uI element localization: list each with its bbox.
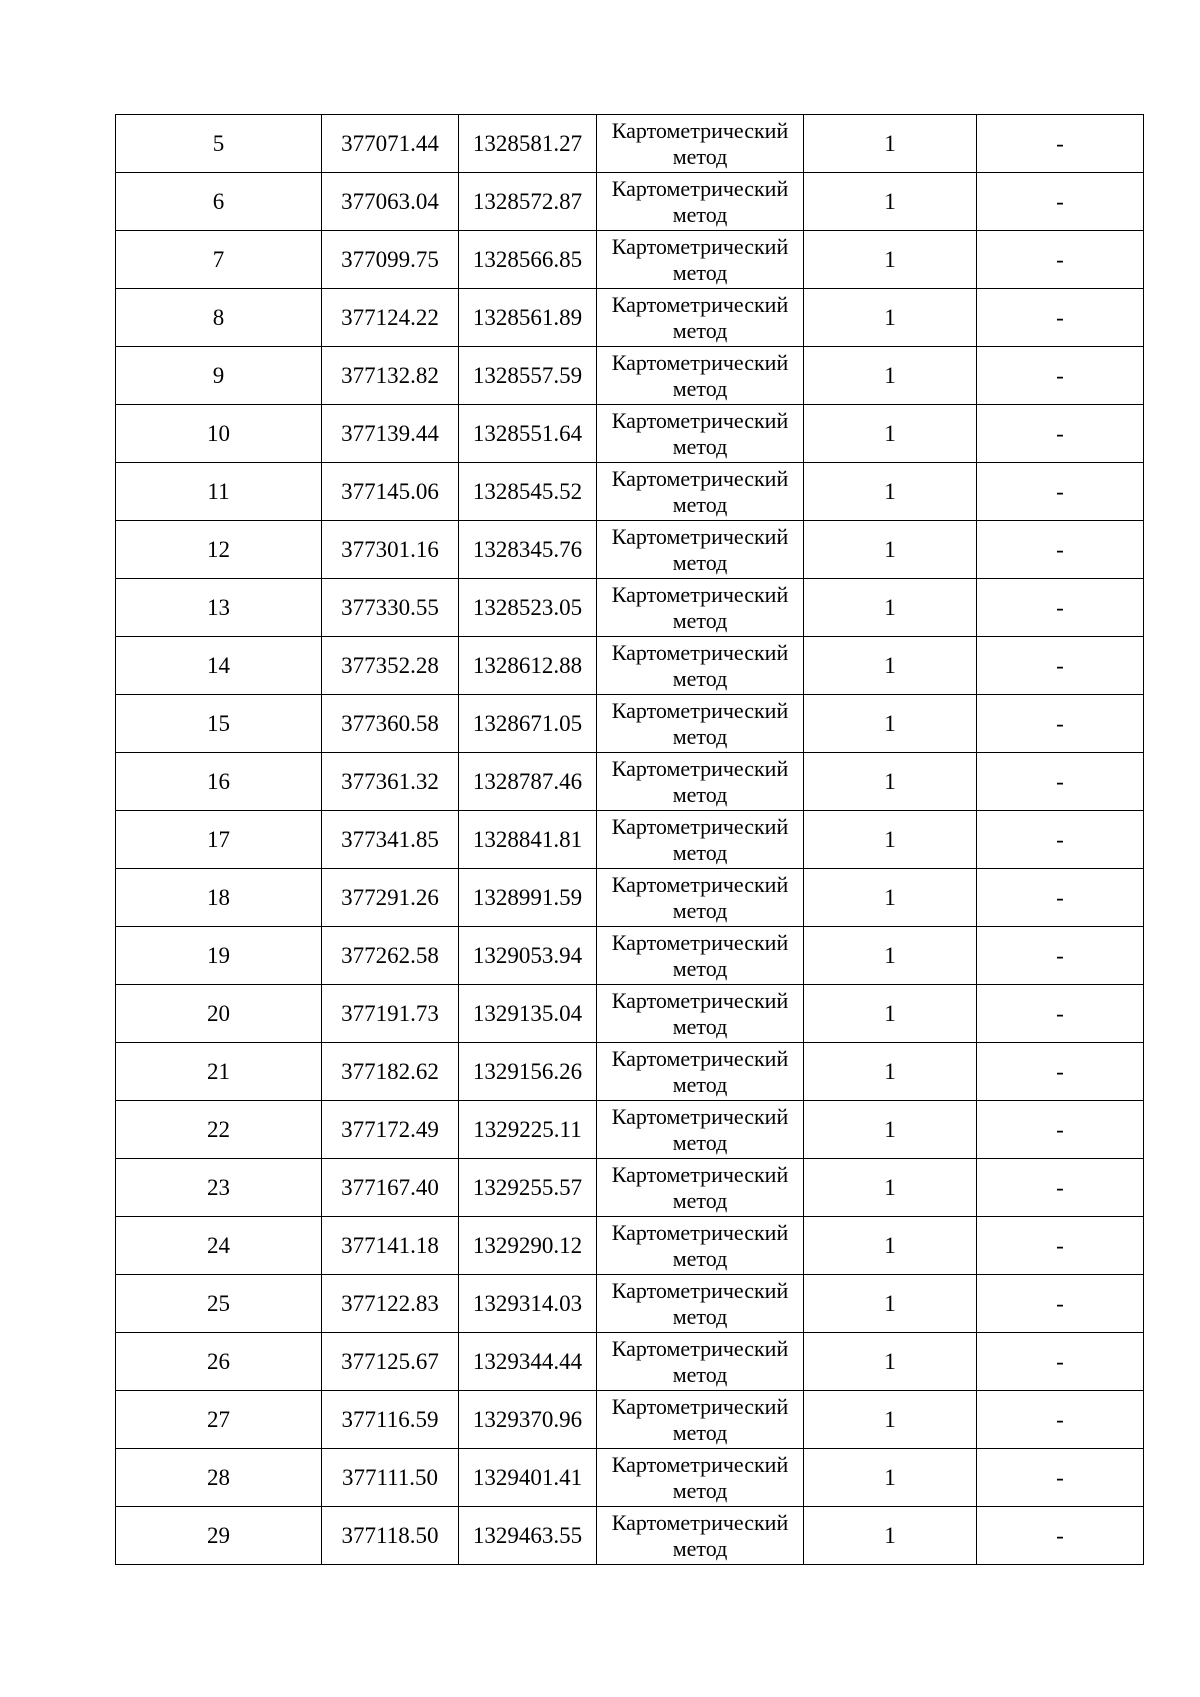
accuracy-cell: 1 — [804, 289, 977, 347]
method-cell — [597, 1217, 804, 1275]
method-cell — [597, 463, 804, 521]
method-cell — [597, 521, 804, 579]
x-coordinate-cell: 377361.32 — [322, 753, 459, 811]
description-cell: - — [977, 521, 1144, 579]
description-cell: - — [977, 1391, 1144, 1449]
point-number-cell: 20 — [116, 985, 322, 1043]
y-coordinate-cell: 1328566.85 — [459, 231, 597, 289]
y-coordinate-cell: 1328545.52 — [459, 463, 597, 521]
y-coordinate-cell: 1329314.03 — [459, 1275, 597, 1333]
point-number-cell: 28 — [116, 1449, 322, 1507]
point-number-cell: 10 — [116, 405, 322, 463]
accuracy-cell: 1 — [804, 347, 977, 405]
coordinates-table-body — [116, 115, 1144, 1565]
method-text-line2: метод — [672, 433, 728, 459]
accuracy-cell: 1 — [804, 1275, 977, 1333]
x-coordinate-cell: 377118.50 — [322, 1507, 459, 1565]
accuracy-cell: 1 — [804, 231, 977, 289]
method-cell — [597, 753, 804, 811]
accuracy-cell: 1 — [804, 1507, 977, 1565]
method-text-line1: Картометрический — [611, 639, 789, 665]
y-coordinate-cell: 1328612.88 — [459, 637, 597, 695]
method-text-line2: метод — [672, 259, 728, 285]
table-row — [116, 1275, 1144, 1333]
table-row — [116, 927, 1144, 985]
method-text-line1: Картометрический — [611, 697, 789, 723]
accuracy-cell: 1 — [804, 1101, 977, 1159]
x-coordinate-cell: 377167.40 — [322, 1159, 459, 1217]
method-cell — [597, 1101, 804, 1159]
description-cell: - — [977, 347, 1144, 405]
method-text-line2: метод — [672, 607, 728, 633]
method-text-line1: Картометрический — [611, 349, 789, 375]
x-coordinate-cell: 377360.58 — [322, 695, 459, 753]
method-cell — [597, 1275, 804, 1333]
point-number-cell: 17 — [116, 811, 322, 869]
method-text-line2: метод — [672, 1013, 728, 1039]
x-coordinate-cell: 377099.75 — [322, 231, 459, 289]
point-number-cell: 27 — [116, 1391, 322, 1449]
table-row — [116, 811, 1144, 869]
method-text-line2: метод — [672, 665, 728, 691]
method-text-line1: Картометрический — [611, 1219, 789, 1245]
method-text-line1: Картометрический — [611, 233, 789, 259]
table-row — [116, 1101, 1144, 1159]
accuracy-cell: 1 — [804, 1333, 977, 1391]
accuracy-cell: 1 — [804, 579, 977, 637]
method-cell — [597, 405, 804, 463]
method-cell — [597, 173, 804, 231]
description-cell: - — [977, 637, 1144, 695]
point-number-cell: 14 — [116, 637, 322, 695]
y-coordinate-cell: 1329255.57 — [459, 1159, 597, 1217]
table-row — [116, 637, 1144, 695]
method-cell — [597, 1043, 804, 1101]
method-cell — [597, 289, 804, 347]
method-text-line2: метод — [672, 1129, 728, 1155]
method-text-line2: метод — [672, 1477, 728, 1503]
method-text-line2: метод — [672, 549, 728, 575]
accuracy-cell: 1 — [804, 521, 977, 579]
x-coordinate-cell: 377341.85 — [322, 811, 459, 869]
description-cell: - — [977, 985, 1144, 1043]
method-text-line1: Картометрический — [611, 407, 789, 433]
y-coordinate-cell: 1329463.55 — [459, 1507, 597, 1565]
method-text-line2: метод — [672, 955, 728, 981]
y-coordinate-cell: 1329370.96 — [459, 1391, 597, 1449]
table-row — [116, 1391, 1144, 1449]
accuracy-cell: 1 — [804, 463, 977, 521]
x-coordinate-cell: 377071.44 — [322, 115, 459, 173]
method-cell — [597, 1507, 804, 1565]
y-coordinate-cell: 1329401.41 — [459, 1449, 597, 1507]
accuracy-cell: 1 — [804, 695, 977, 753]
y-coordinate-cell: 1328841.81 — [459, 811, 597, 869]
table-row — [116, 869, 1144, 927]
y-coordinate-cell: 1328523.05 — [459, 579, 597, 637]
method-cell — [597, 115, 804, 173]
method-cell — [597, 695, 804, 753]
method-cell — [597, 985, 804, 1043]
method-text-line1: Картометрический — [611, 1509, 789, 1535]
x-coordinate-cell: 377262.58 — [322, 927, 459, 985]
point-number-cell: 19 — [116, 927, 322, 985]
x-coordinate-cell: 377063.04 — [322, 173, 459, 231]
method-text-line1: Картометрический — [611, 581, 789, 607]
description-cell: - — [977, 579, 1144, 637]
accuracy-cell: 1 — [804, 811, 977, 869]
point-number-cell: 15 — [116, 695, 322, 753]
method-text-line1: Картометрический — [611, 987, 789, 1013]
method-cell — [597, 1391, 804, 1449]
method-text-line1: Картометрический — [611, 929, 789, 955]
table-row — [116, 695, 1144, 753]
method-text-line1: Картометрический — [611, 813, 789, 839]
accuracy-cell: 1 — [804, 985, 977, 1043]
point-number-cell: 8 — [116, 289, 322, 347]
x-coordinate-cell: 377145.06 — [322, 463, 459, 521]
method-text-line2: метод — [672, 781, 728, 807]
description-cell: - — [977, 869, 1144, 927]
method-cell — [597, 869, 804, 927]
method-text-line1: Картометрический — [611, 1335, 789, 1361]
point-number-cell: 13 — [116, 579, 322, 637]
x-coordinate-cell: 377124.22 — [322, 289, 459, 347]
y-coordinate-cell: 1329156.26 — [459, 1043, 597, 1101]
point-number-cell: 6 — [116, 173, 322, 231]
point-number-cell: 12 — [116, 521, 322, 579]
description-cell: - — [977, 231, 1144, 289]
method-text-line2: метод — [672, 1361, 728, 1387]
accuracy-cell: 1 — [804, 927, 977, 985]
method-cell — [597, 1449, 804, 1507]
y-coordinate-cell: 1328581.27 — [459, 115, 597, 173]
y-coordinate-cell: 1328671.05 — [459, 695, 597, 753]
description-cell: - — [977, 811, 1144, 869]
y-coordinate-cell: 1329290.12 — [459, 1217, 597, 1275]
method-text-line2: метод — [672, 1245, 728, 1271]
x-coordinate-cell: 377182.62 — [322, 1043, 459, 1101]
description-cell: - — [977, 173, 1144, 231]
method-text-line2: метод — [672, 1535, 728, 1561]
x-coordinate-cell: 377111.50 — [322, 1449, 459, 1507]
point-number-cell: 11 — [116, 463, 322, 521]
method-text-line1: Картометрический — [611, 1103, 789, 1129]
method-cell — [597, 347, 804, 405]
table-row — [116, 289, 1144, 347]
accuracy-cell: 1 — [804, 1449, 977, 1507]
accuracy-cell: 1 — [804, 753, 977, 811]
table-row — [116, 115, 1144, 173]
method-text-line1: Картометрический — [611, 755, 789, 781]
table-row — [116, 1333, 1144, 1391]
method-text-line1: Картометрический — [611, 1393, 789, 1419]
description-cell: - — [977, 405, 1144, 463]
table-row — [116, 985, 1144, 1043]
method-text-line2: метод — [672, 1071, 728, 1097]
description-cell: - — [977, 1101, 1144, 1159]
method-text-line1: Картометрический — [611, 175, 789, 201]
method-text-line2: метод — [672, 897, 728, 923]
point-number-cell: 21 — [116, 1043, 322, 1101]
method-cell — [597, 811, 804, 869]
y-coordinate-cell: 1329344.44 — [459, 1333, 597, 1391]
method-text-line2: метод — [672, 1419, 728, 1445]
y-coordinate-cell: 1328551.64 — [459, 405, 597, 463]
description-cell: - — [977, 463, 1144, 521]
method-text-line1: Картометрический — [611, 1277, 789, 1303]
table-row — [116, 1043, 1144, 1101]
method-text-line1: Картометрический — [611, 291, 789, 317]
method-text-line1: Картометрический — [611, 117, 789, 143]
method-cell — [597, 1333, 804, 1391]
table-row — [116, 1449, 1144, 1507]
x-coordinate-cell: 377330.55 — [322, 579, 459, 637]
accuracy-cell: 1 — [804, 405, 977, 463]
description-cell: - — [977, 1217, 1144, 1275]
method-text-line2: метод — [672, 317, 728, 343]
table-row — [116, 1217, 1144, 1275]
table-row — [116, 1159, 1144, 1217]
method-text-line1: Картометрический — [611, 465, 789, 491]
accuracy-cell: 1 — [804, 1043, 977, 1101]
x-coordinate-cell: 377301.16 — [322, 521, 459, 579]
point-number-cell: 7 — [116, 231, 322, 289]
method-text-line2: метод — [672, 839, 728, 865]
method-cell — [597, 927, 804, 985]
description-cell: - — [977, 289, 1144, 347]
method-text-line2: метод — [672, 143, 728, 169]
point-number-cell: 25 — [116, 1275, 322, 1333]
x-coordinate-cell: 377116.59 — [322, 1391, 459, 1449]
description-cell: - — [977, 1159, 1144, 1217]
description-cell: - — [977, 695, 1144, 753]
x-coordinate-cell: 377191.73 — [322, 985, 459, 1043]
description-cell: - — [977, 753, 1144, 811]
point-number-cell: 18 — [116, 869, 322, 927]
y-coordinate-cell: 1329053.94 — [459, 927, 597, 985]
table-row — [116, 173, 1144, 231]
point-number-cell: 29 — [116, 1507, 322, 1565]
table-row — [116, 579, 1144, 637]
description-cell: - — [977, 1043, 1144, 1101]
accuracy-cell: 1 — [804, 869, 977, 927]
description-cell: - — [977, 1275, 1144, 1333]
method-cell — [597, 1159, 804, 1217]
table-row — [116, 463, 1144, 521]
table-row — [116, 405, 1144, 463]
x-coordinate-cell: 377132.82 — [322, 347, 459, 405]
x-coordinate-cell: 377125.67 — [322, 1333, 459, 1391]
description-cell: - — [977, 927, 1144, 985]
accuracy-cell: 1 — [804, 1391, 977, 1449]
description-cell: - — [977, 1449, 1144, 1507]
method-text-line2: метод — [672, 201, 728, 227]
table-row — [116, 521, 1144, 579]
method-text-line2: метод — [672, 375, 728, 401]
x-coordinate-cell: 377139.44 — [322, 405, 459, 463]
method-text-line2: метод — [672, 491, 728, 517]
x-coordinate-cell: 377141.18 — [322, 1217, 459, 1275]
method-text-line1: Картометрический — [611, 1161, 789, 1187]
y-coordinate-cell: 1328991.59 — [459, 869, 597, 927]
accuracy-cell: 1 — [804, 173, 977, 231]
table-row — [116, 753, 1144, 811]
method-text-line1: Картометрический — [611, 1451, 789, 1477]
x-coordinate-cell: 377352.28 — [322, 637, 459, 695]
method-text-line1: Картометрический — [611, 523, 789, 549]
x-coordinate-cell: 377122.83 — [322, 1275, 459, 1333]
table-row — [116, 347, 1144, 405]
point-number-cell: 16 — [116, 753, 322, 811]
description-cell: - — [977, 1507, 1144, 1565]
y-coordinate-cell: 1328557.59 — [459, 347, 597, 405]
y-coordinate-cell: 1328787.46 — [459, 753, 597, 811]
accuracy-cell: 1 — [804, 1159, 977, 1217]
coordinates-table — [115, 114, 1144, 1565]
point-number-cell: 22 — [116, 1101, 322, 1159]
description-cell: - — [977, 1333, 1144, 1391]
method-cell — [597, 231, 804, 289]
point-number-cell: 23 — [116, 1159, 322, 1217]
y-coordinate-cell: 1328345.76 — [459, 521, 597, 579]
method-cell — [597, 637, 804, 695]
method-text-line1: Картометрический — [611, 1045, 789, 1071]
table-row — [116, 1507, 1144, 1565]
method-text-line1: Картометрический — [611, 871, 789, 897]
point-number-cell: 26 — [116, 1333, 322, 1391]
accuracy-cell: 1 — [804, 115, 977, 173]
point-number-cell: 9 — [116, 347, 322, 405]
accuracy-cell: 1 — [804, 637, 977, 695]
description-cell: - — [977, 115, 1144, 173]
y-coordinate-cell: 1329135.04 — [459, 985, 597, 1043]
table-row — [116, 231, 1144, 289]
method-cell — [597, 579, 804, 637]
x-coordinate-cell: 377291.26 — [322, 869, 459, 927]
y-coordinate-cell: 1328561.89 — [459, 289, 597, 347]
y-coordinate-cell: 1328572.87 — [459, 173, 597, 231]
point-number-cell: 5 — [116, 115, 322, 173]
y-coordinate-cell: 1329225.11 — [459, 1101, 597, 1159]
x-coordinate-cell: 377172.49 — [322, 1101, 459, 1159]
method-text-line2: метод — [672, 1303, 728, 1329]
method-text-line2: метод — [672, 1187, 728, 1213]
point-number-cell: 24 — [116, 1217, 322, 1275]
method-text-line2: метод — [672, 723, 728, 749]
accuracy-cell: 1 — [804, 1217, 977, 1275]
